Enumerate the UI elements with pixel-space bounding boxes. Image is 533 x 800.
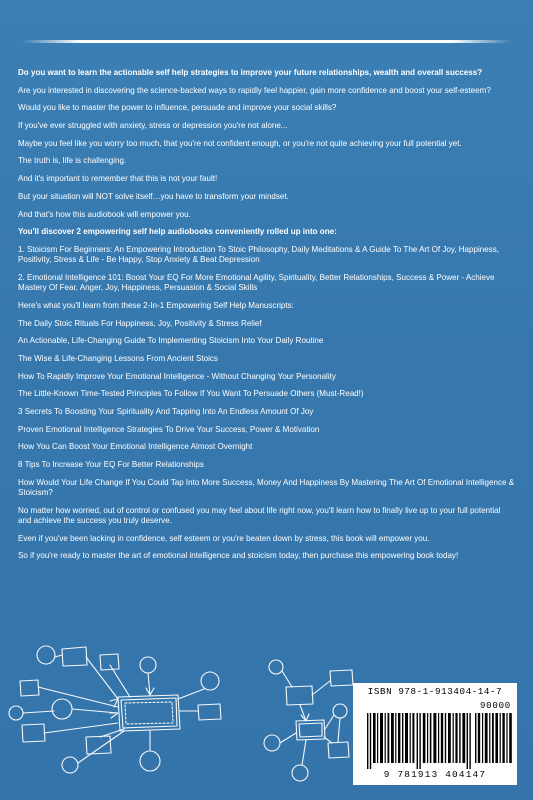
isbn-label: ISBN 978-1-913404-14-7 xyxy=(367,686,503,697)
network-diagram-right-icon xyxy=(264,660,353,781)
paragraph: But your situation will NOT solve itself…you have to transform your mindset. xyxy=(18,191,289,201)
closing-paragraph: No matter how worried, out of control or confused you may feel about life right now, you'll learn how to finally live up to your full potential and achieve the success you truly deserve. xyxy=(18,505,501,525)
network-diagram-left-icon xyxy=(9,646,221,773)
paragraph: And that's how this audiobook will empower you. xyxy=(18,209,191,219)
top-divider xyxy=(22,40,511,43)
learn-point: How To Rapidly Improve Your Emotional Intelligence - Without Changing Your Personality xyxy=(18,371,336,381)
price-barcode-icon xyxy=(475,713,513,763)
book-title-2: 2. Emotional Intelligence 101: Boost Your EQ For More Emotional Agility, Spirituality, Better Relationships, Success & Power - Achieve Mastery Of Fear, Anger, Joy, Happiness, Persuasion & Social Skills xyxy=(18,272,495,293)
learn-heading: Here's what you'll learn from these 2-In-1 Empowering Self Help Manuscripts: xyxy=(18,300,294,310)
learn-point: The Daily Stoic Rituals For Happiness, Joy, Positivity & Stress Relief xyxy=(18,318,262,328)
learn-point: 3 Secrets To Boosting Your Spirituality And Tapping Into An Endless Amount Of Joy xyxy=(18,406,314,416)
paragraph: The truth is, life is challenging. xyxy=(18,156,127,166)
paragraph: If you've ever struggled with anxiety, stress or depression you're not alone... xyxy=(18,121,288,131)
discover-heading: You'll discover 2 empowering self help audiobooks conveniently rolled up into one: xyxy=(18,227,337,237)
closing-paragraph: So if you're ready to master the art of emotional intelligence and stoicism today, then purchase this empowering book today! xyxy=(18,551,459,561)
learn-point: Proven Emotional Intelligence Strategies To Drive Your Success, Power & Motivation xyxy=(18,424,320,434)
learn-point: The Little-Known Time-Tested Principles To Follow If You Want To Persuade Others (Must-Read!) xyxy=(18,389,364,399)
price-code: 90000 xyxy=(479,701,511,711)
barcode-icon xyxy=(367,713,471,769)
ean-digits: 9 781913 404147 xyxy=(383,769,487,780)
learn-point: The Wise & Life-Changing Lessons From Ancient Stoics xyxy=(18,353,218,363)
closing-paragraph: Even if you've been lacking in confidence, self esteem or you're beaten down by stress, this book will empower you. xyxy=(18,533,430,543)
blurb-text xyxy=(18,68,515,569)
learn-point: An Actionable, Life-Changing Guide To Implementing Stoicism Into Your Daily Routine xyxy=(18,336,324,346)
paragraph: Maybe you feel like you worry too much, that you're not confident enough, or you're not quite achieving your full potential yet. xyxy=(18,138,462,148)
paragraph: Would you like to master the power to influence, persuade and improve your social skills? xyxy=(18,103,337,113)
learn-point: 8 Tips To Increase Your EQ For Better Relationships xyxy=(18,460,204,470)
learn-point: How Would Your Life Change If You Could Tap Into More Success, Money And Happiness By Mastering The Art Of Emotional Intelligence & Stoicism? xyxy=(18,477,515,498)
isbn-barcode xyxy=(353,683,517,785)
paragraph: Are you interested in discovering the science-backed ways to rapidly feel happier, gain more confidence and boost your self-esteem? xyxy=(18,85,491,95)
intro-question: Do you want to learn the actionable self help strategies to improve your future relationships, wealth and overall success? xyxy=(18,68,483,77)
paragraph: And it's important to remember that this is not your fault! xyxy=(18,174,218,184)
book-title-1: 1. Stoicism For Beginners: An Empowering Introduction To Stoic Philosophy, Daily Meditations & A Guide To The Art Of Joy, Happiness, Positivity, Stress & Life - Be Happy, Stop Anxiety & Beat Depression xyxy=(18,244,499,265)
learn-point: How You Can Boost Your Emotional Intelligence Almost Overnight xyxy=(18,442,253,452)
